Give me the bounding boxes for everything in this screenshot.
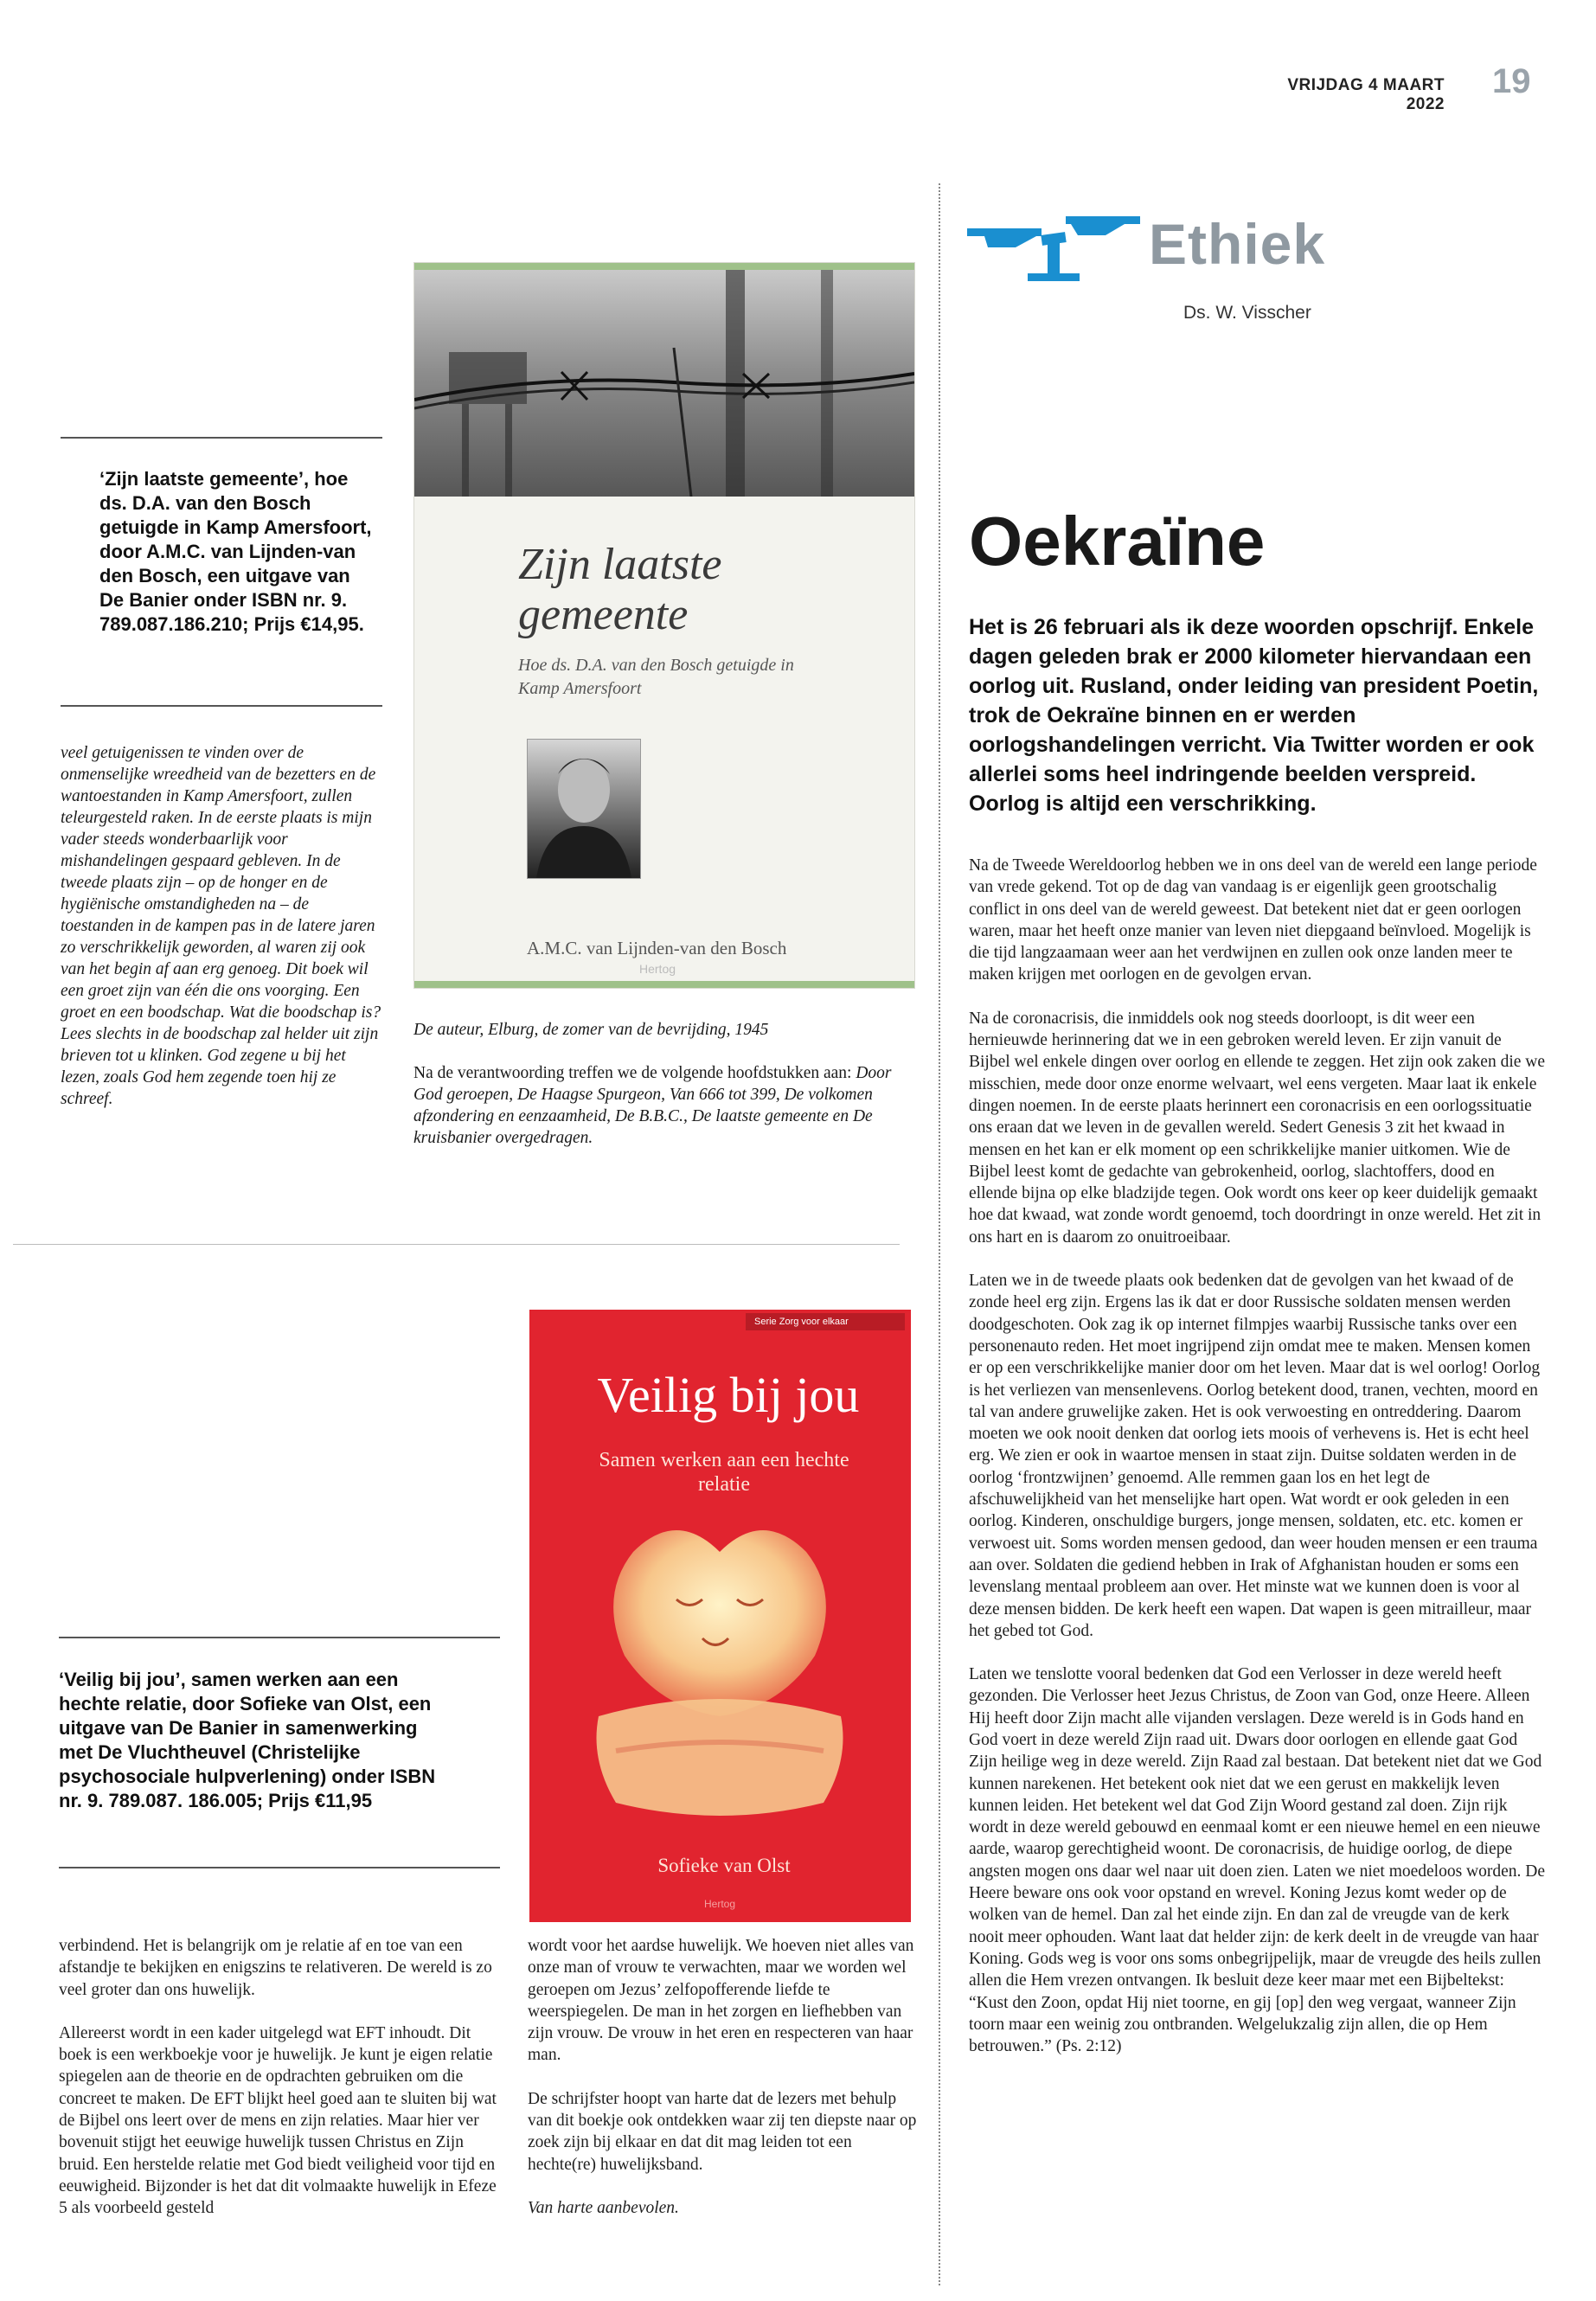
author-portrait <box>527 739 641 879</box>
article-paragraph: Na de Tweede Wereldoorlog hebben we in ons deel van de wereld een lange periode van vrede gekend. Tot op de dag van vandaag is er eigenlijk geen grootschalig conflict in ons deel van de wereld geweest. Dat betekent niet dat er geen oorlogen waren, maar het heeft onze manier van leven niet diepgaand beïnvloed. Mogelijk is die tijd langzaamaan weer aan het verdwijnen en zullen ook onze landen meer te maken krijgen met oorlogen en de gevolgen ervan. <box>969 856 1537 984</box>
article-lead: Het is 26 februari als ik deze woorden opschrijf. Enkele dagen geleden brak er 2000 kilometer hiervandaan een oorlog uit. Rusland, onder leiding van president Poetin, trok de Oekraïne binnen en er werden oorlogshandelingen verricht. Via Twitter worden er ook allerlei soms heel indringende beelden verspreid. Oorlog is altijd een verschrikking. <box>969 615 1539 816</box>
chapters-intro: Na de verantwoording treffen we de volgende hoofdstukken aan: <box>413 1064 852 1082</box>
header-date: VRIJDAG 4 MAART 2022 <box>1287 76 1445 113</box>
book2-review-col1 <box>59 1935 500 2241</box>
caption-rule <box>61 705 382 707</box>
embracing-hearts-illustration <box>573 1517 867 1837</box>
review-paragraph: wordt voor het aardse huwelijk. We hoeven niet alles van onze man of vrouw te verwachten, maar we worden wel geroepen om Jezus’ zelfopofferende liefde te weerspiegelen. De man in het zorgen en liefhebben van zijn vrouw. De vrouw in het eren en respecteren van haar man. <box>528 1937 914 2065</box>
article-headline: Oekraïne <box>969 503 1266 580</box>
photo-caption: De auteur, Elburg, de zomer van de bevrijding, 1945 <box>413 1021 769 1039</box>
book1-cover-author: A.M.C. van Lijnden-van den Bosch <box>527 938 787 958</box>
article-paragraph: Laten we in de tweede plaats ook bedenken dat de gevolgen van het kwaad of de zonde heel erg zijn. Ergens las ik dat er door Russische soldaten mensen werden doodgeschoten. Ook zag ik op internet filmpjes waarbij Russische tanks over een personenauto reden. Het moet ingrijpend zijn omdat mee te maken. Mensen komen er op een verschrikkelijke manier door om het leven. Maar dat is wel oorlog! Oorlog is het verliezen van mensenlevens. Oorlog betekent dood, tranen, vechten, moord en tal van andere gruwelijke zaken. Het is ook verwoesting en ontreddering. Daarom moeten we ook nooit denken dat oorlog iets moois of verhevens is. Het is echt heel erg. We zien er ook in waartoe mensen in staat zijn. Duitse soldaten werden in de oorlog ‘frontzwijnen’ genoemd. Alle remmen gaan los en het legt de afschuwelijkheid van het menselijke hart open. Wat wordt er ook geleden in een oorlog. Kinderen, onschuldige burgers, jonge mensen, soldaten, etc. etc. komen er verwoest uit. Soms worden mensen gedood, dan weer houden mensen er een trauma aan over. Soldaten die gediend hebben in Irak of Afghanistan houden er soms een levenslang mentaal probleem aan over. Het minste wat we kunnen doen is voor al deze mensen bidden. De kerk heeft een wapen. Dat wapen is geen mitrailleur, maar het gebed tot God. <box>969 1272 1541 1640</box>
book2-cover-series: Serie Zorg voor elkaar <box>754 1317 849 1327</box>
article-paragraph: Laten we tenslotte vooral bedenken dat God een Verlosser in deze wereld heeft gezonden. Die Verlosser heet Jezus Christus, de Zoon van God, onze Heere. Alleen Hij heeft door Zijn macht alle vijanden verslagen. Deze wereld is in Gods hand en God voert in deze wereld Zijn raad uit. Dwars door oorlogen en ellende gaat God Zijn heilige weg in deze wereld. Zijn Raad zal bestaan. Dat betekent niet dat we God kunnen narekenen. Het betekent ook niet dat we een gerust en makkelijk leven kunnen leiden. Het betekent wel dat God Zijn Woord gestand zal doen. Zijn rijk wordt in deze wereld gebouwd en eenmaal komt er een nieuwe hemel en een nieuwe aarde, waarop gerechtigheid woont. De coronacrisis, de huidige oorlog, de diepe angsten mogen ons daar wel naar uit doen zien. Laten we niet moedeloos worden. De Heere beware ons ook voor opstand en wrevel. Koning Jezus komt weder op de wolken van de hemel. Dan zal het einde zijn. En dan zal de vreugde van de kerk nooit meer ophouden. Want laat dat helder zijn: de kerk deelt in de vreugde van haar Koning. Gods weg is voor ons soms onbegrijpelijk, maar de vreugde des heils zullen allen die Hem vrezen ontvangen. Ik besluit deze keer maar met een Bijbeltekst: “Kust den Zoon, opdat Hij niet toorne, en gij [op] den weg vergaat, wanneer Zijn toorn maar een weinig zou ontbranden. Welgelukzalig zijn allen, die op Hem betrouwen.” (Ps. 2:12) <box>969 1665 1546 2056</box>
book1-cover-subtitle: Hoe ds. D.A. van den Bosch getuigde in Kamp Amersfoort <box>518 656 794 698</box>
book2-review-col2 <box>528 1935 917 2240</box>
publisher-logo: Hertog <box>703 1898 736 1910</box>
book1-cover <box>413 262 915 989</box>
caption-rule <box>59 1637 500 1638</box>
review-paragraph: verbindend. Het is belangrijk om je relatie af en toe van een afstandje te bekijken en enigszins te relativeren. De wereld is zo veel groter dan ons huwelijk. <box>59 1937 492 1999</box>
scales-icon <box>967 208 1140 285</box>
book2-cover-title: Veilig bij jou <box>597 1367 860 1423</box>
book2-cover-subtitle: Samen werken aan een hechte relatie <box>599 1449 849 1496</box>
page-number: 19 <box>1492 62 1531 100</box>
review-paragraph: Allereerst wordt in een kader uitgelegd wat EFT inhoudt. Dit boek is een werkboekje voor je huwelijk. Je kunt je eigen relatie spiegelen aan de theorie en de opdrachten gebruiken om die concreet te maken. De EFT blijkt heel goed aan te sluiten bij wat de Bijbel ons leert over de mens en zijn relaties. Maar hier ver bovenuit stijgt het eeuwige huwelijk tussen Christus en Zijn bruid. Een herstelde relatie met God biedt veiligheid voor tijd en eeuwigheid. Bijzonder is het dat dit volmaakte huwelijk in Efeze 5 als voorbeeld gesteld <box>59 2023 497 2218</box>
chapters-list: Door God geroepen, De Haagse Spurgeon, Van 666 tot 399, De volkomen afzondering en eenzaamheid, De B.B.C., De laatste gemeente en De kruisbanier overgedragen. <box>413 1064 892 1147</box>
section-title: Ethiek <box>1149 212 1326 276</box>
book1-review: veel getuigenissen te vinden over de onmenselijke wreedheid van de bezetters en de wantoestanden in Kamp Amersfoort, zullen teleurgesteld raken. In de eerste plaats is mijn vader steeds wonderbaarlijk voor mishandelingen gespaard gebleven. In de tweede plaats zijn – op de honger en de hygiënische omstandigheden na – de toestanden in de kampen pas in de latere jaren zo verschrikkelijk geworden, al waren zij ook van het begin af aan erg genoeg. Dit boek wil een groet zijn van één die ons voorging. Een groet en een boodschap. Wat die boodschap is? Lees slechts in de boodschap zal helder uit zijn brieven tot u klinken. God zegene u bij het lezen, zoals God hem zegende toen hij ze schreef. <box>61 744 381 1108</box>
book1-caption: ‘Zijn laatste gemeente’, hoe ds. D.A. van den Bosch getuigde in Kamp Amersfoort, door A.M.C. van Lijnden-van den Bosch, een uitgave van De Banier onder ISBN nr. 9. 789.087.186.210; Prijs €14,95. <box>99 468 372 635</box>
review-paragraph: De schrijfster hoopt van harte dat de lezers met behulp van dit boekje ook ontdekken waar zij ten diepste naar op zoek zijn bij elkaar en dat dit mag leiden tot een hechte(re) huwelijksband. <box>528 2089 917 2174</box>
article-author: Ds. W. Visscher <box>1183 303 1311 323</box>
article-body <box>969 855 1546 2079</box>
cover-band <box>414 263 914 270</box>
publisher-logo: Hertog <box>639 962 676 976</box>
cover-band <box>414 981 914 988</box>
review-closing: Van harte aanbevolen. <box>528 2198 679 2217</box>
section-divider <box>13 1244 900 1245</box>
barbed-wire-photo <box>414 270 914 497</box>
caption-rule <box>61 437 382 439</box>
chapters-text <box>413 1062 915 1149</box>
caption-rule <box>59 1867 500 1868</box>
article-paragraph: Na de coronacrisis, die inmiddels ook nog steeds doorloopt, is dit weer een hernieuwde herinnering dat we in een gebroken wereld leven. Er zijn vanuit de Bijbel wel enkele dingen over oorlog en ellende te zeggen. Het zijn ook zaken die we misschien, mede door onze enorme welvaart, wel eens vergeten. Maar laat ik enkele dingen noemen. In de eerste plaats herinnert een coronacrisis en een oorlogssituatie ons eraan dat we leven in de gevallen wereld. Sedert Genesis 3 zit het kwaad in mensen en het kan er elk moment op een schrikkelijke manier uitkomen. Wie de Bijbel leest komt de gedachte van gebrokenheid, oorlog, slachtoffers, dood en ellende bijna op elke bladzijde tegen. Ook wordt ons keer op keer duidelijk gemaakt hoe dat kwaad, wat zonde wordt genoemd, toch doordringt in onze wereld. Het zit in ons hart en is daarom zo onuitroeibaar. <box>969 1009 1545 1247</box>
column-divider <box>939 183 940 2285</box>
book2-cover-author: Sofieke van Olst <box>657 1855 791 1876</box>
book1-cover-title: Zijn laatste gemeente <box>518 540 722 639</box>
book2-cover <box>529 1310 911 1922</box>
book2-caption: ‘Veilig bij jou’, samen werken aan een hechte relatie, door Sofieke van Olst, een uitgave van De Banier in samenwerking met De Vluchtheuvel (Christelijke psychosociale hulpverlening) onder ISBN nr. 9. 789.087. 186.005; Prijs €11,95 <box>59 1669 436 1811</box>
